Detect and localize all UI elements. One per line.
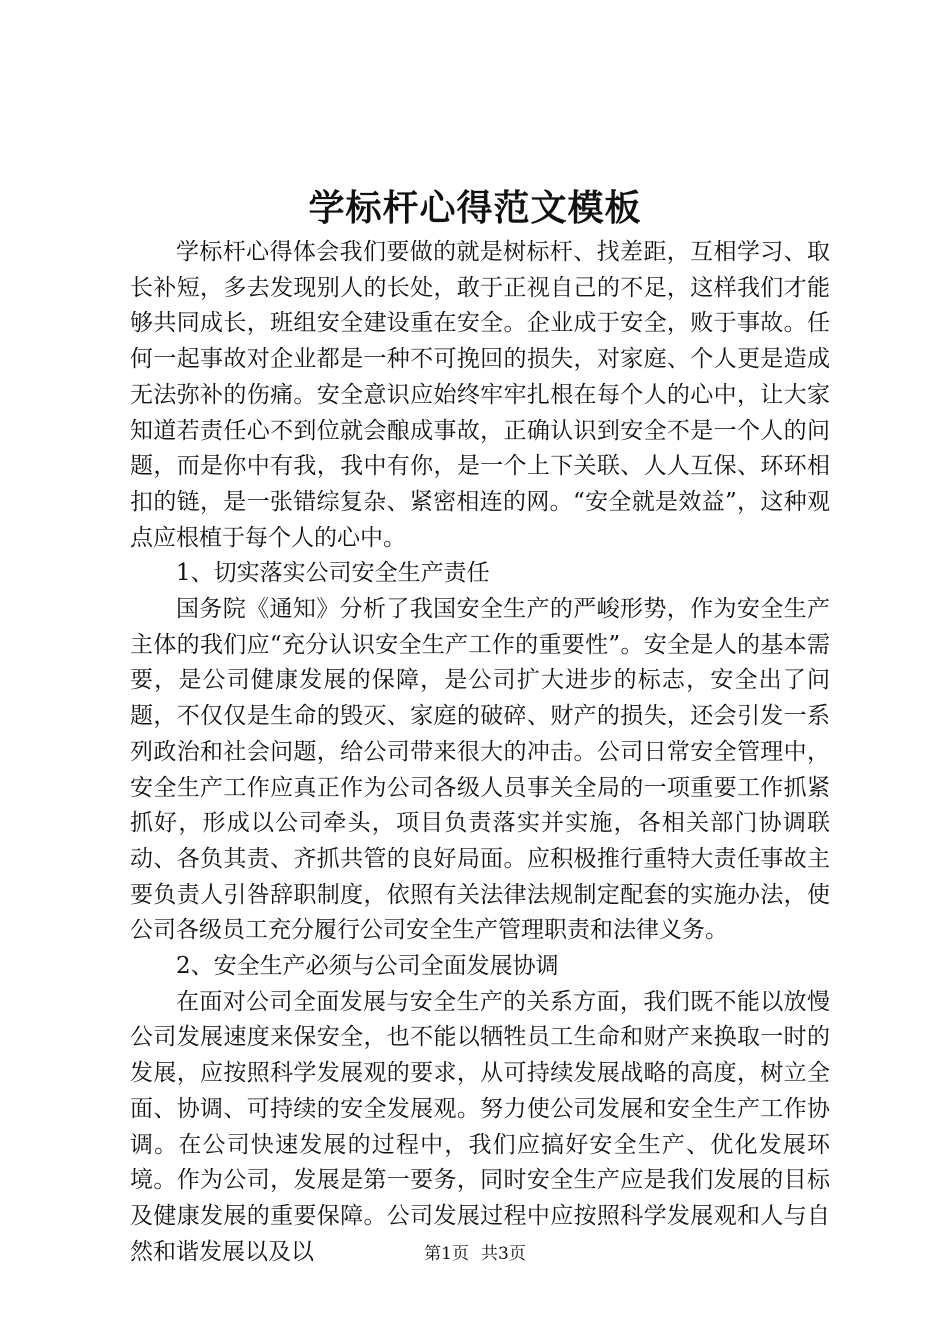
section-2-paragraph: 在面对公司全面发展与安全生产的关系方面，我们既不能以放慢公司发展速度来保安全，也不能以牺牲员工生命和财产来换取一时的发展，应按照科学发展观的要求，从可持续发展战略的高度，树立全面、协调、可持续的安全发展观。努力使公司发展和安全生产工作协调。在公司快速发展的过程中，我们应搞好安全生产、优化发展环境。作为公司，发展是第一要务，同时安全生产应是我们发展的目标及健康发展的重要保障。公司发展过程中应按照科学发展观和人与自然和谐发展以及以: [130, 988, 830, 1265]
section-1-heading: 1、切实落实公司安全生产责任: [176, 560, 490, 587]
section-1-paragraph: 国务院《通知》分析了我国安全生产的严峻形势，作为安全生产主体的我们应“充分认识安全生产工作的重要性”。安全是人的基本需要，是公司健康发展的保障，是公司扩大进步的标志，安全出了问题，不仅仅是生命的毁灭、家庭的破碎、财产的损失，还会引发一系列政治和社会问题，给公司带来很大的冲击。公司日常安全管理中，安全生产工作应真正作为公司各级人员事关全局的一项重要工作抓紧抓好，形成以公司牵头，项目负责落实并实施，各相关部门协调联动、各负其责、齐抓共管的良好局面。应积极推行重特大责任事故主要负责人引咎辞职制度，依照有关法律法规制定配套的实施办法，使公司各级员工充分履行公司安全生产管理职责和法律义务。: [130, 596, 830, 944]
page-footer: [0, 1242, 950, 1266]
intro-paragraph: 学标杆心得体会我们要做的就是树标杆、找差距，互相学习、取长补短，多去发现别人的长处，敢于正视自己的不足，这样我们才能够共同成长，班组安全建设重在安全。企业成于安全，败于事故。任何一起事故对企业都是一种不可挽回的损失，对家庭、个人更是造成无法弥补的伤痛。安全意识应始终牢牢扎根在每个人的心中，让大家知道若责任心不到位就会酿成事故，正确认识到安全不是一个人的问题，而是你中有我，我中有你，是一个上下关联、人人互保、环环相扣的链，是一张错综复杂、紧密相连的网。“安全就是效益”，这种观点应根植于每个人的心中。: [130, 239, 830, 551]
document-title: 学标杆心得范文模板: [308, 187, 642, 229]
document-body: [130, 235, 830, 1270]
page-total: 共3页: [481, 1244, 526, 1264]
page-number: 第1页: [424, 1244, 469, 1264]
section-2-heading: 2、安全生产必须与公司全面发展协调: [176, 953, 559, 980]
